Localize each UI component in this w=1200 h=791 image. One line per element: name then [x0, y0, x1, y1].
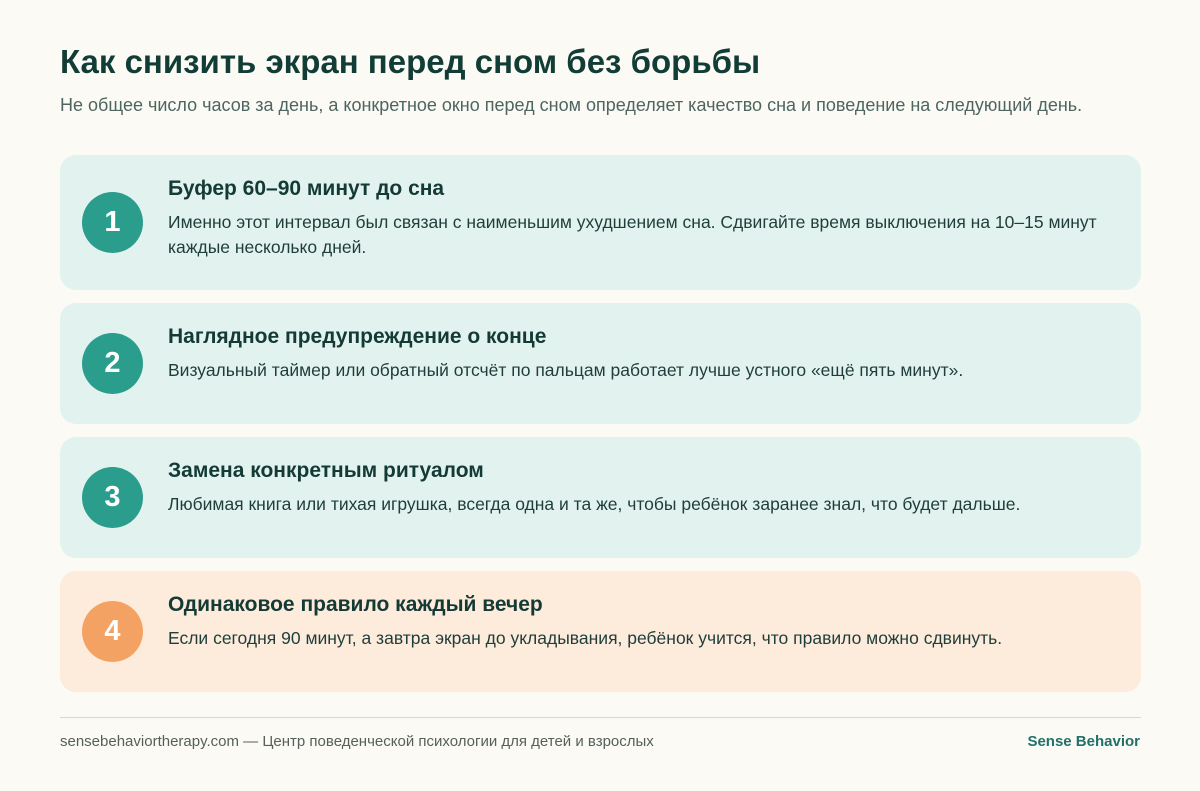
step-title: Одинаковое правило каждый вечер — [168, 593, 543, 616]
step-card-3 — [60, 437, 1141, 558]
step-number-badge: 2 — [82, 333, 143, 394]
step-card-4 — [60, 571, 1141, 692]
step-number-badge: 3 — [82, 467, 143, 528]
step-number-badge: 1 — [82, 192, 143, 253]
step-text: Если сегодня 90 минут, а завтра экран до укладывания, ребёнок учится, что правило можно сдвинуть. — [168, 628, 1003, 648]
page-subtitle: Не общее число часов за день, а конкретное окно перед сном определяет качество сна и поведение на следующий день. — [60, 95, 1083, 115]
page-title: Как снизить экран перед сном без борьбы — [60, 43, 761, 80]
footer-divider — [60, 717, 1141, 718]
step-text: Именно этот интервал был связан с наименьшим ухудшением сна. Сдвигайте время выключения на 10–15 минут каждые несколько дней. — [168, 212, 1097, 257]
footer-brand: Sense Behavior — [1027, 733, 1140, 750]
step-card-2 — [60, 303, 1141, 424]
footer-source: sensebehaviortherapy.com — Центр поведенческой психологии для детей и взрослых — [60, 733, 654, 750]
step-text: Любимая книга или тихая игрушка, всегда одна и та же, чтобы ребёнок заранее знал, что будет дальше. — [168, 494, 1021, 514]
step-title: Наглядное предупреждение о конце — [168, 325, 547, 348]
step-title: Буфер 60–90 минут до сна — [168, 177, 445, 200]
step-card-1 — [60, 155, 1141, 290]
step-title: Замена конкретным ритуалом — [168, 459, 484, 482]
step-text: Визуальный таймер или обратный отсчёт по пальцам работает лучше устного «ещё пять минут». — [168, 360, 964, 380]
step-number-badge: 4 — [82, 601, 143, 662]
